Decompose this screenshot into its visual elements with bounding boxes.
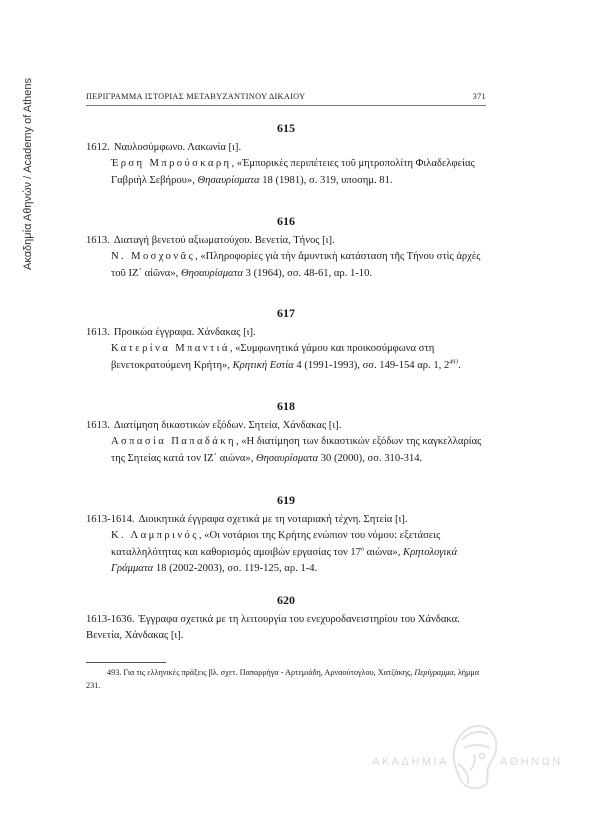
entry-description: Διατίμηση δικαστικών εξόδων. Σητεία, Χάνδακας [ι]. (113, 420, 342, 431)
entry-description: Διαταγή βενετού αξιωματούχου. Βενετία, Τήνος [ι]. (113, 235, 335, 246)
entry (86, 418, 486, 467)
entry-description: Έγγραφα σχετικά με τη λειτουργία του ενεχυροδανειστηρίου του Χάνδακα. Βενετία, Χάνδακας [ι]. (86, 614, 460, 642)
entry-year: 1613-1636. (86, 614, 135, 625)
entry-description: Ναυλοσύμφωνο. Λακωνία [ι]. (113, 142, 242, 153)
footnote-number: 493. (107, 668, 122, 677)
citation-author: Ασπασία Παπαδάκη (111, 436, 236, 448)
section-615 (86, 120, 486, 189)
entry-year: 1613-1614. (86, 514, 135, 525)
citation-author: Έρση Μπρούσκαρη (111, 158, 232, 170)
entry-year: 1612. (86, 142, 110, 153)
section-number: 618 (277, 399, 295, 413)
citation (111, 341, 486, 374)
section-number: 615 (277, 121, 295, 135)
section-616 (86, 213, 486, 282)
footnote-rule (86, 662, 166, 663)
entry (86, 612, 486, 645)
entry-year: 1613. (86, 235, 110, 246)
page-number: 371 (472, 92, 486, 101)
entry-year: 1613. (86, 420, 110, 431)
running-head (86, 92, 486, 106)
entry (86, 140, 486, 189)
side-label: Ακαδημία Αθηνών / Academy of Athens (22, 77, 34, 270)
entry (86, 233, 486, 282)
section-619 (86, 492, 486, 577)
citation-title: , «Έμπορικὲς περιπέτειες τοῦ μητροπολίτη Φιλαδελφείας Γαβριὴλ Σεβήρου», (111, 158, 475, 186)
citation (111, 249, 486, 282)
citation-title: , «Πληροφορίες γιὰ τὴν ἄμυντικὴ κατάσταση τῆς Τήνου στὶς ἀρχὲς τοῦ ΙΖ΄ αἰῶνα», (111, 251, 481, 279)
citation-details: 18 (2002-2003), σσ. 119-125, αρ. 1-4. (153, 562, 318, 574)
footnote-tail: , λήμμα 231. (86, 668, 480, 690)
entry-description: Προικώα έγγραφα. Χάνδακας [ι]. (113, 327, 256, 338)
watermark-left-text: ΑΚΑΔΗΜΙΑ (372, 756, 449, 768)
citation-journal: Θησαυρίσματα (256, 452, 319, 464)
citation-journal: Θησαυρίσματα (197, 174, 260, 186)
watermark-right-text: ΑΘΗΝΩΝ (500, 756, 563, 768)
section-618 (86, 398, 486, 467)
entry-description: Διοικητικά έγγραφα σχετικά με τη νοταριακή τέχνη. Σητεία [ι]. (138, 514, 408, 525)
entry (86, 512, 486, 577)
header-rule (86, 105, 486, 106)
citation (111, 528, 486, 577)
citation-details: 30 (2000), σσ. 310-314. (318, 452, 423, 464)
section-number: 619 (277, 493, 295, 507)
section-number: 616 (277, 214, 295, 228)
footnote-italic: Περίγραμμα (414, 668, 454, 677)
academy-watermark (372, 716, 582, 796)
citation-journal: Κρητική Εστία (232, 359, 294, 371)
section-617 (86, 305, 486, 374)
superscript-o: ο (361, 546, 365, 553)
section-620 (86, 592, 486, 645)
citation-author: Ν. Μοσχονᾶς (111, 251, 196, 263)
athena-head-icon (444, 720, 502, 792)
entry-year: 1613. (86, 327, 110, 338)
section-number: 620 (277, 593, 295, 607)
entry (86, 325, 486, 374)
citation-author: Κατερίνα Μπαντιά (111, 343, 230, 355)
citation-end: . (458, 359, 461, 371)
section-number: 617 (277, 306, 295, 320)
citation-title: , «Συμφωνητικά γάμου και προικοσύμφωνα στη βενετοκρατούμενη Κρήτη», (111, 343, 435, 371)
citation-title: , «Οι νοτάριοι της Κρήτης ενώπιον του νόμου: εξετάσεις καταλληλότητας και καθορισμός αμοιβών εργασίας τον 17 (111, 530, 441, 558)
citation-details: 4 (1991-1993), σσ. 149-154 αρ. 1, 2 (293, 359, 450, 371)
citation-details: 3 (1964), σσ. 48-61, αρ. 1-10. (242, 267, 373, 279)
citation-title-end: αιώνα», (364, 546, 403, 558)
citation-title: , «Η διατίμηση των δικαστικών εξόδων της καγκελλαρίας της Σητείας κατά τον ΙΖ΄ αιώνα», (111, 436, 482, 464)
citation-author: Κ. Λαμπρινός (111, 530, 199, 542)
citation-details: 18 (1981), σ. 319, υποσημ. 81. (259, 174, 393, 186)
footnote (86, 666, 486, 692)
running-head-title: ΠΕΡΙΓΡΑΜΜΑ ΙΣΤΟΡΙΑΣ ΜΕΤΑΒΥΖΑΝΤΙΝΟΥ ΔΙΚΑΙΟΥ (86, 92, 306, 101)
footnote-text: Για τις ελληνικές πράξεις βλ. σχετ. Παπαρρήγα - Αρτεμιάδη, Αρναούτογλου, Χατζάκης, (121, 668, 415, 677)
footnote-marker: 493 (449, 359, 459, 366)
citation-journal: Θησαυρίσματα (180, 267, 243, 279)
citation-journal: Κρητολογικά Γράμματα (111, 546, 458, 574)
citation (111, 156, 486, 189)
citation (111, 434, 486, 467)
